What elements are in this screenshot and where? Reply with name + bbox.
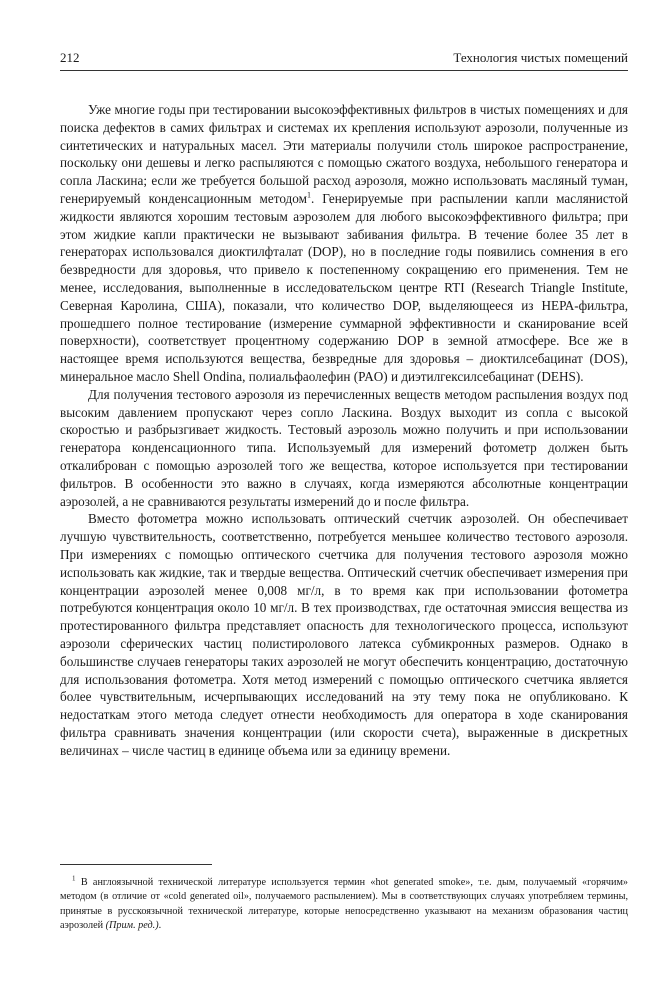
footnote-end: . [158, 920, 162, 932]
footnote-divider [60, 864, 212, 865]
paragraph-2: Для получения тестового аэрозоля из перечисленных веществ методом распыления воздух под высоким давлением пропускают через сопло Ласкина. Воздух выходит из сопла с высокой скоростью и разбрызгивает жидкость. Тестовый аэрозоль можно получить и при использовании генератора конденсационного типа. Используемый для измерений фотометр должен быть откалиброван с помощью аэрозолей того же вещества, которое используется при тестировании фильтров. В особенности это важно в случаях, когда измеряются абсолютные концентрации аэрозолей, а не сравниваются результаты измерений до и после фильтра. [60, 386, 628, 509]
footnote [60, 876, 628, 934]
header-divider [60, 70, 628, 71]
page-header [60, 50, 628, 70]
running-title: Технология чистых помещений [453, 50, 628, 65]
paragraph-3: Вместо фотометра можно использовать оптический счетчик аэрозолей. Он обеспечивает лучшую чувствительность, соответственно, потребуется меньшее количество тестового аэрозоля. При измерениях с помощью оптического счетчика для получения тестового аэрозоля можно использовать как жидкие, так и твердые вещества. Оптический счетчик обеспечивает измерения при концентрации аэрозолей менее 0,008 мг/л, в то время как при использовании фотометра потребуются концентрация около 10 мг/л. В тех производствах, где остаточная эмиссия вещества из протестированного фильтра представляет опасность для технологического процесса, используют аэрозоли сферических частиц полистиролового латекса субмикронных размеров. Однако в большинстве случаев генераторы таких аэрозолей не могут обеспечить концентрацию, достаточную для использования фотометра. Хотя метод измерений с помощью оптического счетчика является более чувствительным, исчерпывающих исследований на эту тему пока не опубликовано. К недостаткам этого метода следует отнести необходимость для оператора в ходе сканирования фильтра сравнивать значения концентрации (или скорости счета), выраженные в дискретных величинах – числе частиц в единице объема или за единицу времени. [60, 511, 628, 758]
page-number: 212 [60, 50, 80, 65]
footnote-mark: 1 [72, 874, 76, 883]
footnote-text: В англоязычной технической литературе используется термин «hot generated smoke», т.е. дым, получаемый «горячим» методом (в отличие от «cold generated oil», получаемого распылением). Мы в соответствующих случаях употребляем термины, принятые в русскоязычной технической литературе, которые непосредственно указывают на механизм образования частиц аэрозолей [60, 877, 628, 932]
editor-note: (Прим. ред.) [105, 920, 159, 932]
footnote-reference: 1 [306, 190, 311, 200]
paragraph-1-text-a: Уже многие годы при тестировании высокоэффективных фильтров в чистых помещениях и для поиска дефектов в самих фильтрах и системах их крепления используют аэрозоли, полученные из синтетических и натуральных масел. Эти материалы получили столь широкое распространение, поскольку они дешевы и легко распыляются с помощью сжатого воздуха, небольшого генератора и сопла Ласкина; если же требуется большой расход аэрозоля, можно использовать масляный туман, генерируемый конденсационным методом [60, 102, 628, 206]
main-text [60, 101, 628, 759]
paragraph-1-text-b: . Генерируемые при распылении капли маслянистой жидкости являются хорошим тестовым аэрозолем для любого высокоэффективного фильтра; при этом жидкие капли практически не вызывают забивания фильтра. В течение более 35 лет в генераторах использовался диоктилфталат (DOP), но в последние годы появились сомнения в его безвредности для здоровья, что привело к постепенному сокращению его применения. Тем не менее, исследования, выполненные в исследовательском центре RTI (Research Triangle Institute, Северная Каролина, США), показали, что количество DOP, выделяющееся из НЕРА-фильтра, прошедшего полное тестирование (измерение суммарной эффективности и сканирование всей поверхности), соответствует процентному содержанию DOP в земной атмосфере. Все же в настоящее время используются вещества, безвредные для здоровья – диоктилсебацинат (DOS), минеральное масло Shell Ondina, полиальфаолефин (PAO) и диэтилгексилсебацинат (DEHS). [60, 190, 628, 384]
paragraph-1 [60, 101, 628, 386]
